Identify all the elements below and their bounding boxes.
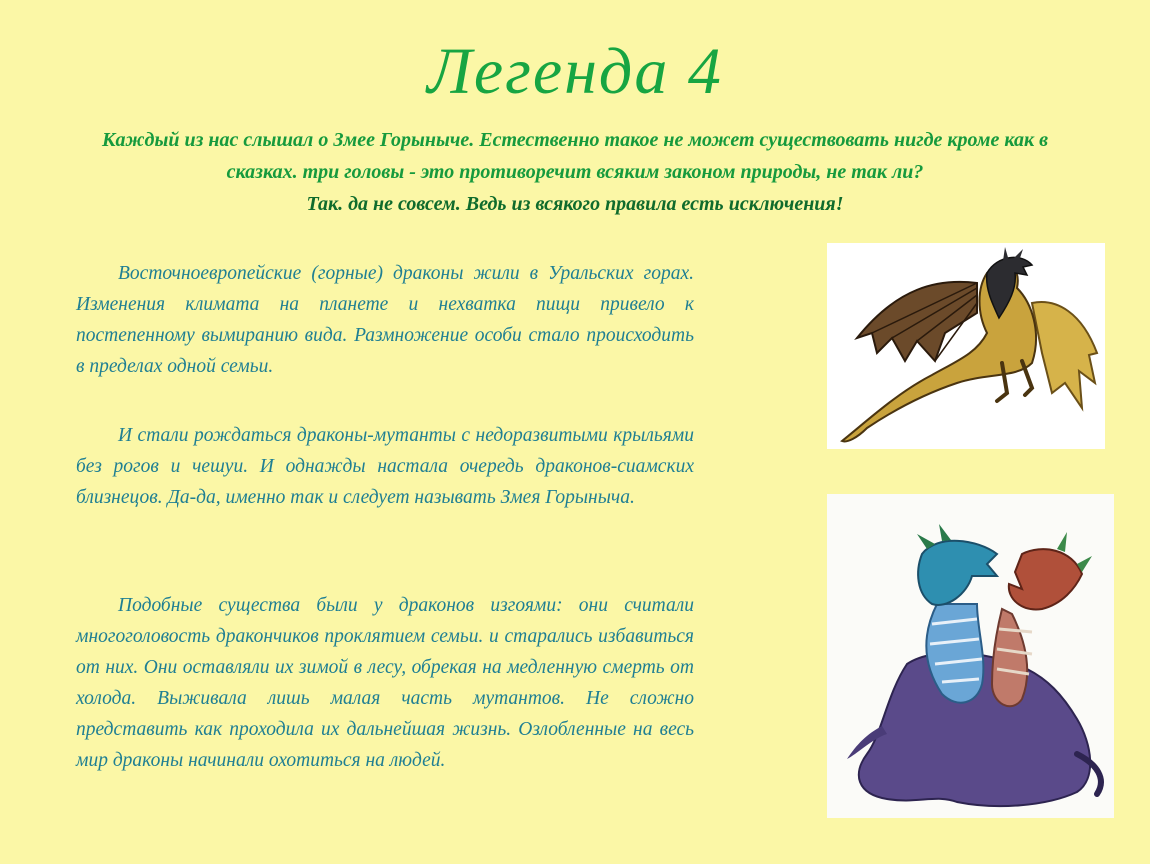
paragraph-1: Восточноевропейские (горные) драконы жили в Уральских горах. Изменения климата на планете и нехватка пищи привело к постепенному вымиранию вида. Размножение особи стало происходить в пределах одной семьи. <box>76 263 694 377</box>
two-headed-dragon-illustration <box>827 494 1114 818</box>
intro-line-1: Каждый из нас слышал о Змее Горыныче. Естественно такое не может существовать нигде кроме как в <box>101 129 1049 151</box>
flying-dragon-image <box>827 243 1105 449</box>
intro-text <box>60 124 1090 220</box>
intro-line-3: Так. да не совсем. Ведь из всякого правила есть исключения! <box>306 193 844 215</box>
slide-title: Легенда 4 <box>427 35 723 108</box>
paragraph-3: Подобные существа были у драконов изгоями: они считали многоголовость дракончиков проклятием семьи. и старались избавиться от них. Они оставляли их зимой в лесу, обрекая на медленную смерть от холода. Выживала лишь малая часть мутантов. Не сложно представить как проходила их дальнейшая жизнь. Озлобленные на весь мир драконы начинали охотиться на людей. <box>76 595 694 771</box>
paragraph-2: И стали рождаться драконы-мутанты с недоразвитыми крыльями без рогов и чешуи. И однажды настала очередь драконов-сиамских близнецов. Да-да, именно так и следует называть Змея Горыныча. <box>76 425 694 508</box>
intro-line-2: сказках. три головы - это противоречит всяким законом природы, не так ли? <box>226 161 924 183</box>
flying-dragon-illustration <box>827 243 1105 449</box>
two-headed-dragon-image <box>827 494 1114 818</box>
